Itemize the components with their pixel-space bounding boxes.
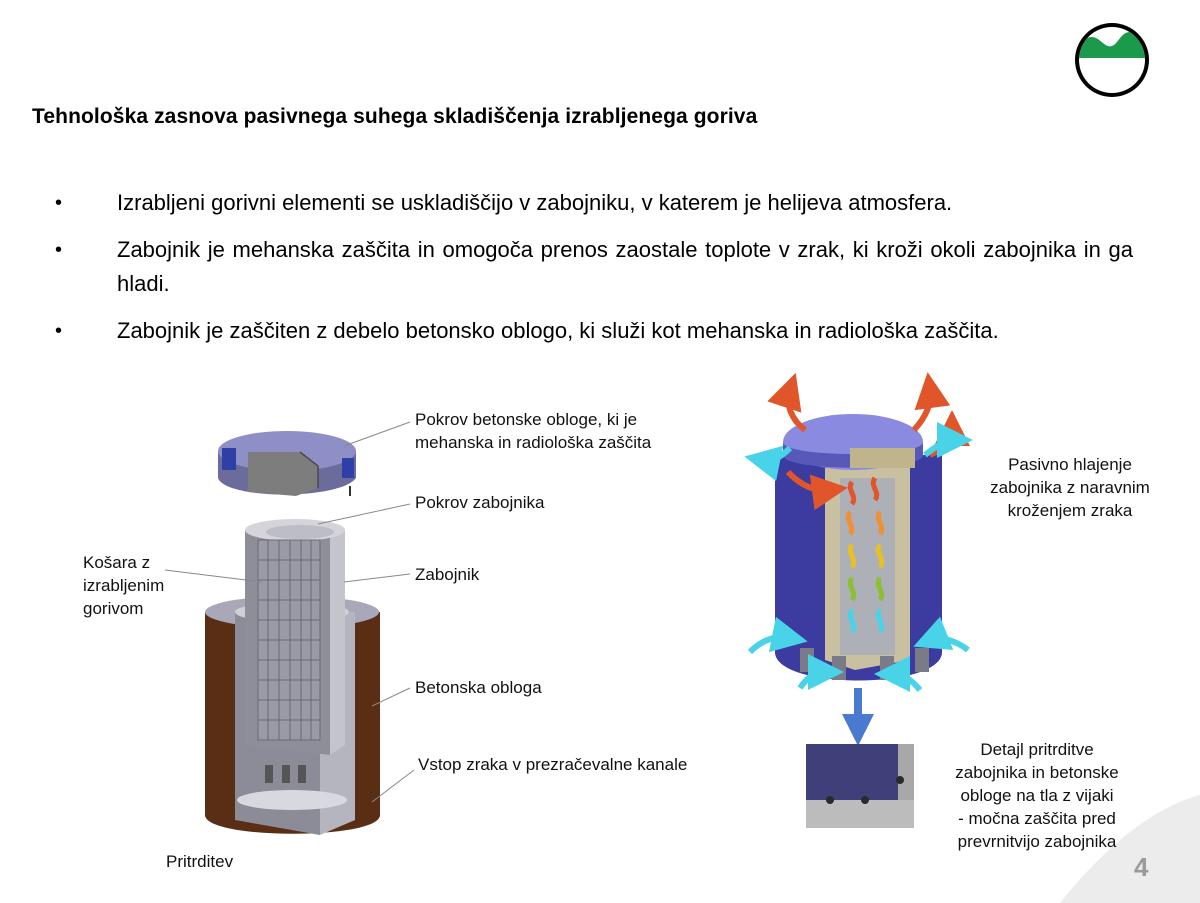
label-container-lid: Pokrov zabojnika bbox=[415, 493, 545, 512]
label-line: Pokrov betonske obloge, ki je bbox=[415, 410, 638, 429]
label-line: mehanska in radiološka zaščita bbox=[415, 433, 652, 452]
label-line: izrabljenim bbox=[83, 576, 165, 595]
label-passive-cooling bbox=[975, 453, 1165, 522]
label-line: Detajl pritrditve bbox=[980, 740, 1094, 759]
passive-cooling-illustration bbox=[775, 414, 942, 681]
label-line: prevrnitvijo zabojnika bbox=[957, 832, 1117, 851]
container-illustration bbox=[245, 519, 345, 755]
label-concrete-lid bbox=[415, 408, 651, 454]
bullet-text: Izrabljeni gorivni elementi se uskladiščijo v zabojniku, v katerem je helijeva atmosfera. bbox=[117, 190, 953, 215]
slide-title: Tehnološka zasnova pasivnega suhega skladiščenja izrabljenega goriva bbox=[32, 105, 758, 128]
label-line: kroženjem zraka bbox=[1007, 501, 1133, 520]
label-fuel-basket bbox=[83, 551, 164, 620]
anchoring-detail-photo bbox=[806, 744, 914, 828]
label-concrete-lining: Betonska obloga bbox=[415, 678, 542, 697]
page-number: 4 bbox=[1134, 852, 1149, 882]
label-line: zabojnika z naravnim bbox=[990, 478, 1150, 497]
label-line: obloge na tla z vijaki bbox=[960, 786, 1114, 805]
label-line: - močna zaščita pred bbox=[958, 809, 1116, 828]
bullet-text: Zabojnik je mehanska zaščita in omogoča prenos zaostale toplote v zrak, ki kroži okoli zabojnika in ga hladi. bbox=[117, 237, 1133, 296]
label-container: Zabojnik bbox=[415, 565, 480, 584]
label-line: Košara z bbox=[83, 553, 151, 572]
bullet-marker: • bbox=[55, 239, 63, 261]
concrete-lid-illustration bbox=[218, 431, 356, 496]
label-anchoring: Pritrditev bbox=[166, 852, 234, 871]
label-anchoring-detail bbox=[932, 738, 1142, 853]
label-line: zabojnika in betonske bbox=[955, 763, 1119, 782]
label-line: gorivom bbox=[83, 599, 144, 618]
label-air-inlet: Vstop zraka v prezračevalne kanale bbox=[418, 755, 688, 774]
bullet-marker: • bbox=[55, 192, 63, 214]
bullet-text: Zabojnik je zaščiten z debelo betonsko oblogo, ki služi kot mehanska in radiološka zaščita. bbox=[117, 318, 999, 343]
bullet-marker: • bbox=[55, 320, 63, 342]
label-line: Pasivno hlajenje bbox=[1008, 455, 1132, 474]
